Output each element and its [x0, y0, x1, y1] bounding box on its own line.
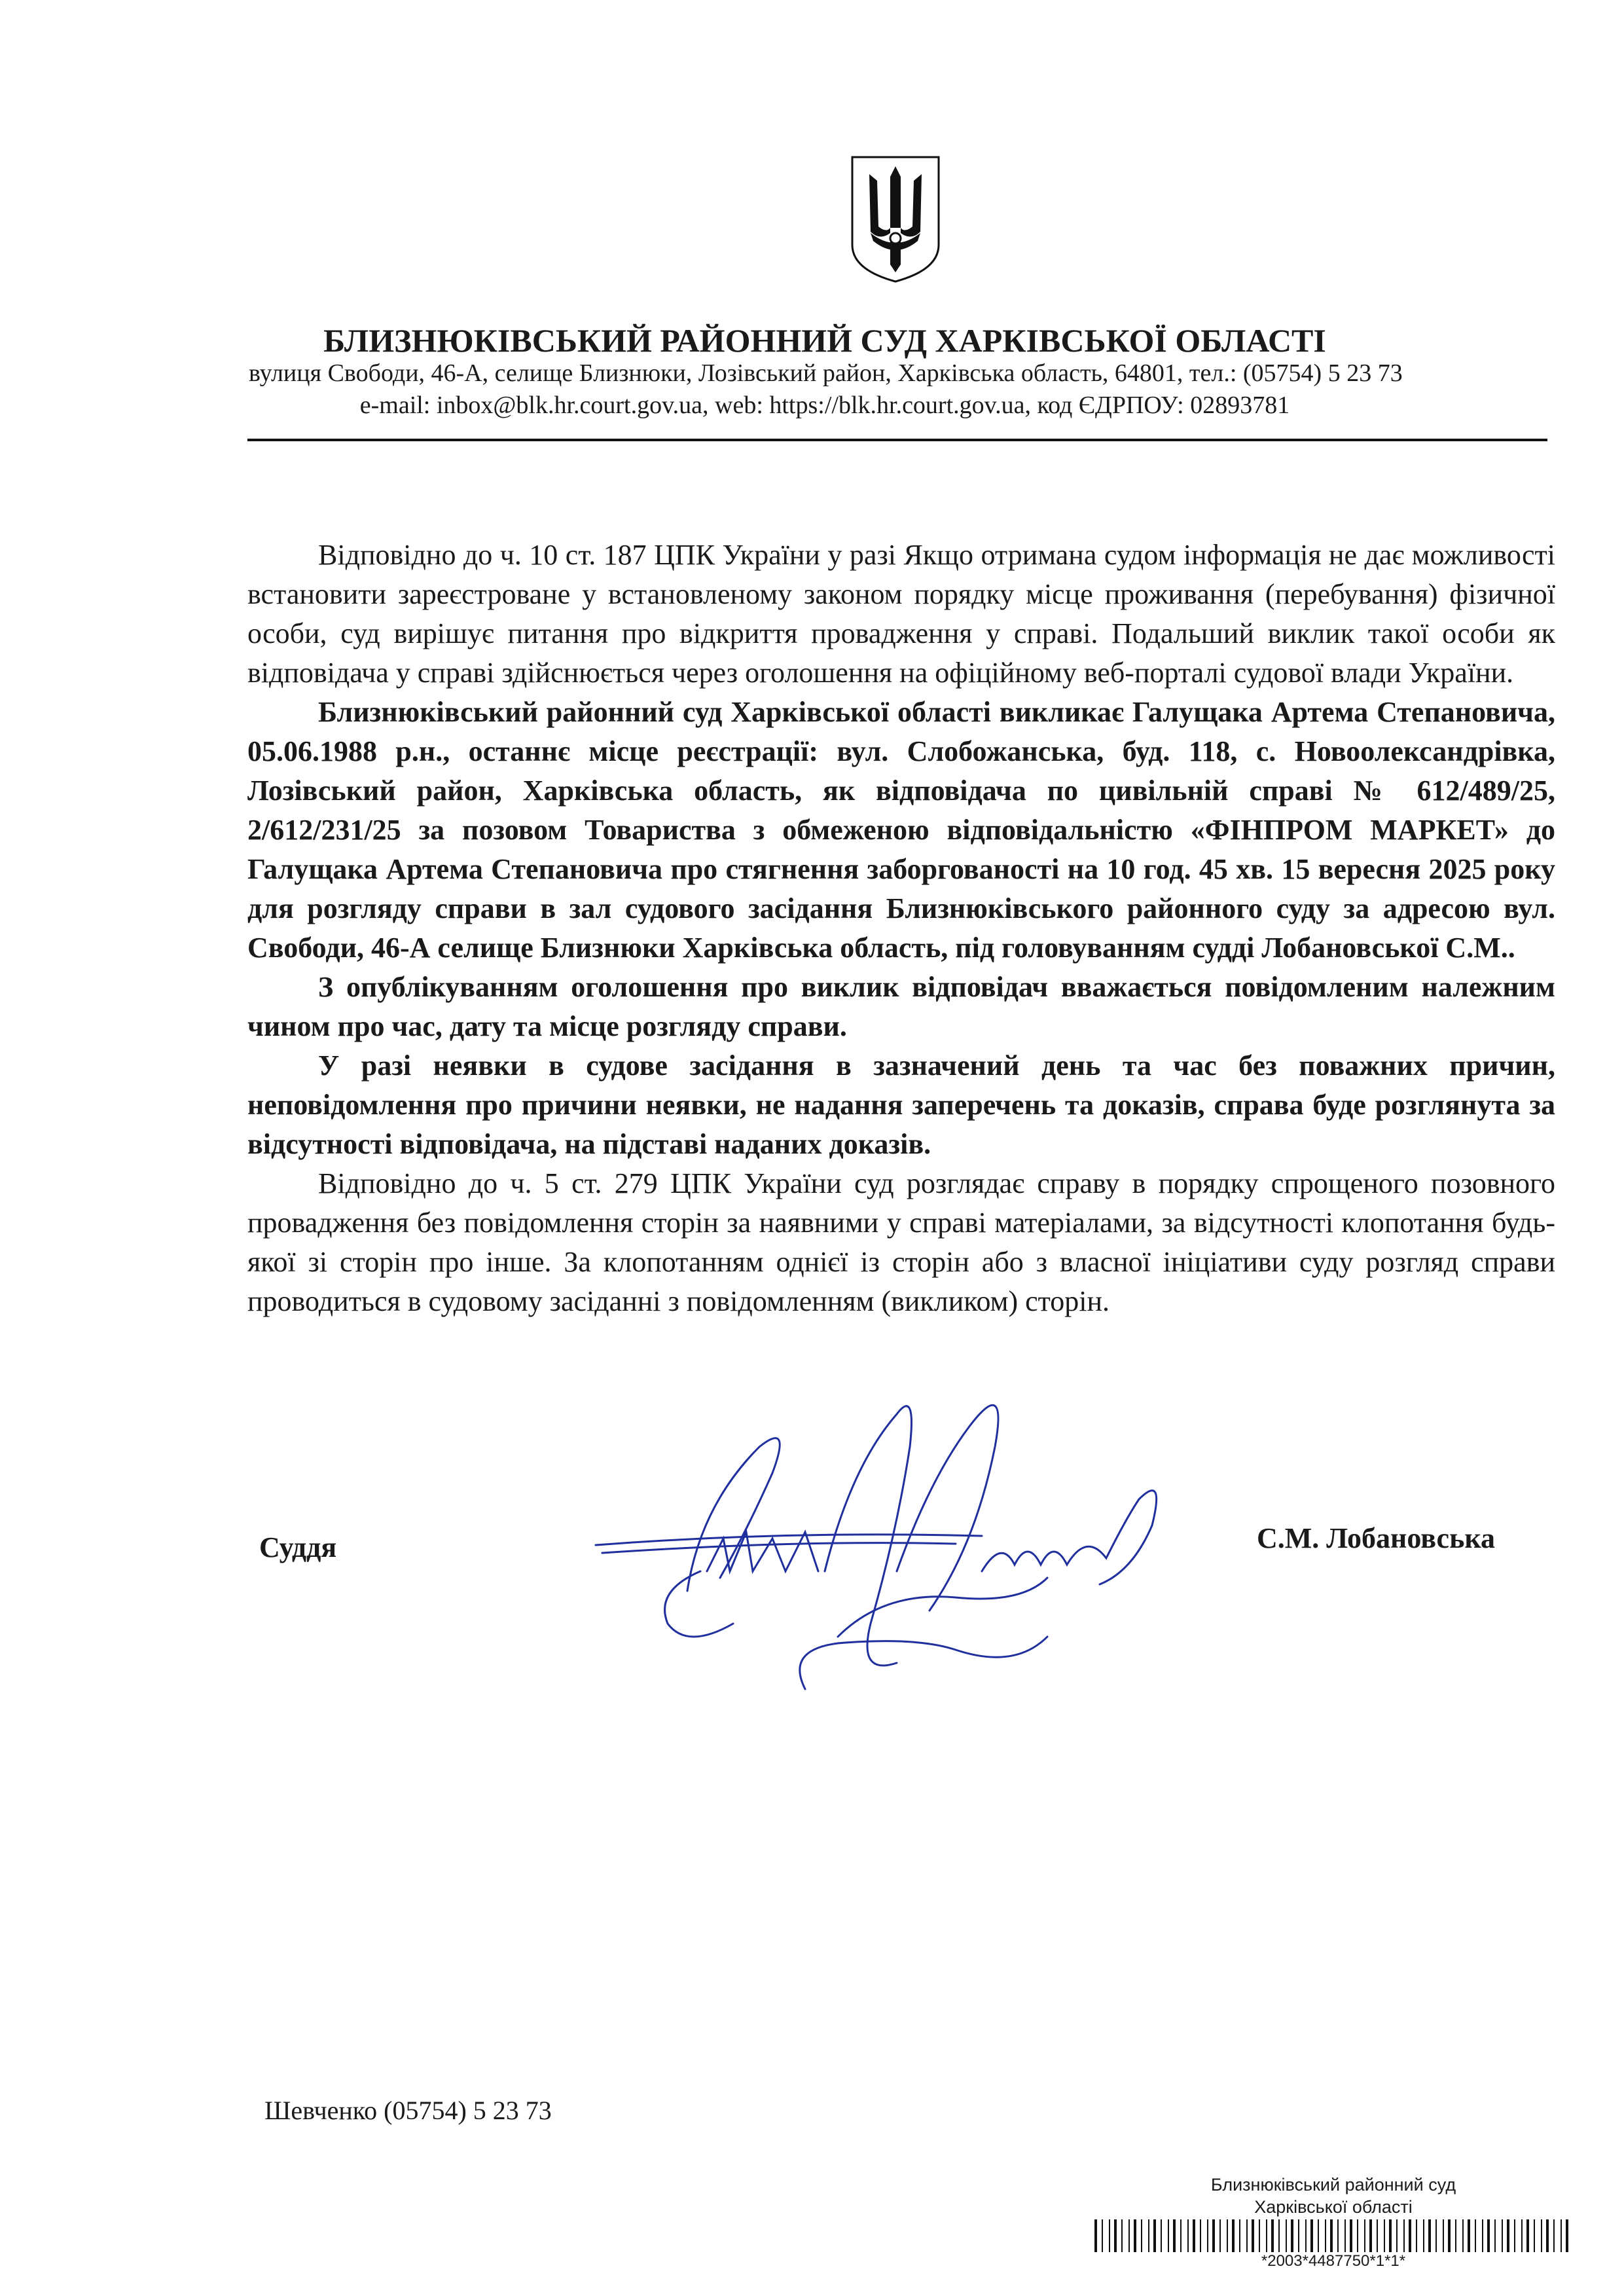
barcode-bar	[1259, 2219, 1260, 2252]
barcode-bar	[1396, 2219, 1398, 2252]
barcode-bar	[1227, 2219, 1228, 2252]
barcode-bar	[1428, 2219, 1431, 2252]
barcode-bar	[1448, 2219, 1451, 2252]
barcode-bar	[1252, 2219, 1254, 2252]
barcode-bar	[1384, 2219, 1385, 2252]
barcode-bar	[1443, 2219, 1444, 2252]
barcode-bar	[1109, 2219, 1110, 2252]
barcode-bar	[1212, 2219, 1215, 2252]
barcode-bar	[1128, 2219, 1130, 2252]
executor-contact: Шевченко (05754) 5 23 73	[264, 2096, 552, 2125]
barcode-bar	[1409, 2219, 1411, 2252]
barcode-bar	[1271, 2219, 1274, 2252]
barcode-bar	[1200, 2219, 1201, 2252]
court-title: БЛИЗНЮКІВСЬКИЙ РАЙОННИЙ СУД ХАРКІВСЬКОЇ ОБЛАСТІ	[323, 322, 1326, 359]
barcode-bar	[1121, 2219, 1123, 2252]
barcode-bar	[1507, 2219, 1509, 2252]
barcode-bar	[1232, 2219, 1235, 2252]
barcode-bar	[1369, 2219, 1372, 2252]
barcode-bar	[1364, 2219, 1365, 2252]
barcode-bar	[1487, 2219, 1490, 2252]
barcode-bar	[1266, 2219, 1267, 2252]
barcode-bar	[1350, 2219, 1352, 2252]
barcode-bar	[1318, 2219, 1319, 2252]
stamp-region: Харківської області	[1254, 2197, 1413, 2217]
court-address: вулиця Свободи, 46-А, селище Близнюки, Лозівський район, Харківська область, 64801, тел.: (05754) 5 23 73	[249, 359, 1403, 387]
barcode-bar	[1102, 2219, 1103, 2252]
barcode-bar	[1325, 2219, 1326, 2252]
barcode-bar	[1310, 2219, 1313, 2252]
barcode-bar	[1246, 2219, 1248, 2252]
barcode-bar	[1502, 2219, 1503, 2252]
barcode-bar	[1239, 2219, 1240, 2252]
barcode-bar	[1416, 2219, 1417, 2252]
barcode-bar	[1468, 2219, 1470, 2252]
barcode-bar	[1094, 2219, 1097, 2252]
barcode-bar	[1482, 2219, 1483, 2252]
stamp-court-name: Близнюківський районний суд	[1210, 2175, 1456, 2195]
barcode-bar	[1207, 2219, 1208, 2252]
barcode-bar	[1344, 2219, 1346, 2252]
barcode-bar	[1219, 2219, 1221, 2252]
barcode-bar	[1377, 2219, 1378, 2252]
barcode-bar	[1286, 2219, 1287, 2252]
barcode-bar	[1494, 2219, 1496, 2252]
barcode-bar	[1526, 2219, 1529, 2252]
barcode-bar	[1462, 2219, 1464, 2252]
barcode	[1094, 2219, 1572, 2252]
barcode-bar	[1546, 2219, 1549, 2252]
barcode-bar	[1435, 2219, 1437, 2252]
barcode-bar	[1403, 2219, 1405, 2252]
barcode-bar	[1534, 2219, 1535, 2252]
barcode-bar	[1278, 2219, 1280, 2252]
barcode-bar	[1153, 2219, 1156, 2252]
barcode-bar	[1566, 2219, 1568, 2252]
notice-body	[247, 536, 1555, 1321]
barcode-bar	[1541, 2219, 1542, 2252]
barcode-bar	[1173, 2219, 1176, 2252]
header-divider	[247, 439, 1547, 441]
registration-stamp	[1094, 2174, 1572, 2270]
barcode-bar	[1305, 2219, 1307, 2252]
barcode-bar	[1475, 2219, 1476, 2252]
barcode-bar	[1141, 2219, 1142, 2252]
paragraph-absence: У разі неявки в судове засідання в зазначений день та час без поважних причин, неповідомлення про причини неявки, не надання заперечень та доказів, справа буде розглянута за відсутності відповідача, на підставі наданих доказів.	[247, 1049, 1555, 1160]
paragraph-procedure: Відповідно до ч. 5 ст. 279 ЦПК України суд розглядає справу в порядку спрощеного позовного провадження без повідомлення сторін за наявними у справі матеріалами, за відсутності клопотання будь-якої зі сторін про інше. За клопотанням однієї із сторін або з власної ініціативи суду розгляд справи проводиться в судовому засіданні з повідомленням (викликом) сторін.	[247, 1167, 1555, 1317]
barcode-bar	[1168, 2219, 1169, 2252]
barcode-number: *2003*4487750*1*1*	[1261, 2252, 1406, 2270]
barcode-bar	[1134, 2219, 1136, 2252]
paragraph-publication: З опублікуванням оголошення про виклик відповідач вважається повідомленим належним чином про час, дату та місце розгляду справи.	[247, 971, 1555, 1042]
barcode-bar	[1337, 2219, 1339, 2252]
barcode-bar	[1521, 2219, 1523, 2252]
paragraph-legal-basis: Відповідно до ч. 10 ст. 187 ЦПК України у разі Якщо отримана судом інформація не дає можливості встановити зареєстроване у встановленому законом порядку місце проживання (перебування) фізичної особи, суд вирішує питання про відкриття провадження у справі. Подальший виклик такої особи як відповідача у справі здійснюється через оголошення на офіційному веб-порталі судової влади України.	[247, 539, 1555, 689]
barcode-bar	[1180, 2219, 1182, 2252]
paragraph-summons: Близнюківський районний суд Харківської області викликає Галущака Артема Степановича, 05.06.1988 р.н., останнє місце реєстрації: вул. Слобожанська, буд. 118, с. Новоолександрівка, Лозівський район, Харківська область, як відповідача по цивільній справі № 612/489/25, 2/612/231/25 за позовом Товариства з обмеженою відповідальністю «ФІНПРОМ МАРКЕТ» до Галущака Артема Степановича про стягнення заборгованості на 10 год. 45 хв. 15 вересня 2025 року для розгляду справи в зал судового засідання Близнюківського районного суду за адресою вул. Свободи, 46-А селище Близнюки Харківська область, під головуванням судді Лобановської С.М..	[247, 696, 1555, 964]
handwritten-signature	[589, 1375, 1244, 1715]
barcode-bar	[1161, 2219, 1162, 2252]
barcode-bar	[1455, 2219, 1456, 2252]
trident-emblem-icon	[850, 155, 941, 284]
judge-name: С.М. Лобановська	[1257, 1522, 1496, 1554]
barcode-bar	[1193, 2219, 1195, 2252]
judge-label: Суддя	[259, 1531, 337, 1563]
barcode-bar	[1561, 2219, 1562, 2252]
barcode-bar	[1389, 2219, 1392, 2252]
barcode-bar	[1423, 2219, 1424, 2252]
barcode-bar	[1187, 2219, 1189, 2252]
barcode-bar	[1148, 2219, 1149, 2252]
barcode-bar	[1298, 2219, 1299, 2252]
barcode-bar	[1330, 2219, 1333, 2252]
barcode-bar	[1514, 2219, 1515, 2252]
barcode-bar	[1357, 2219, 1358, 2252]
barcode-bar	[1553, 2219, 1555, 2252]
barcode-bar	[1291, 2219, 1293, 2252]
court-contacts: e-mail: inbox@blk.hr.court.gov.ua, web: https://blk.hr.court.gov.ua, код ЄДРПОУ: 02893781	[359, 392, 1290, 419]
barcode-bar	[1114, 2219, 1117, 2252]
